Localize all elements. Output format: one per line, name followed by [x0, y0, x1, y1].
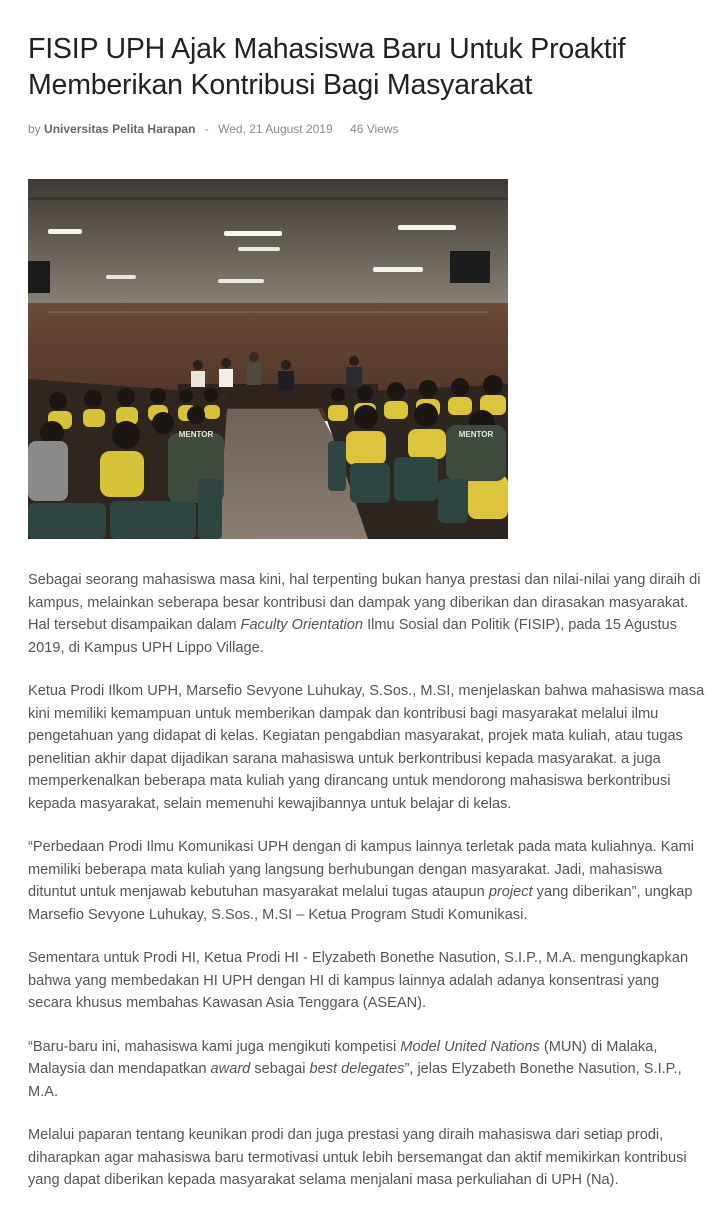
paragraph-3: “Perbedaan Prodi Ilmu Komunikasi UPH dengan di kampus lainnya terletak pada mata kuliahnya. Kami memiliki beberapa mata kuliah yang langsung berhubungan dengan masyarakat. Jadi, mahasiswa dituntut untuk menjawab kebutuhan masyarakat melalui tugas ataupun project yang diberikan”, ungkap Marsefio Sevyone Luhukay, S.Sos., M.SI – Ketua Program Studi Komunikasi. [28, 839, 694, 923]
author-link[interactable]: Universitas Pelita Harapan [44, 122, 196, 136]
article-body [28, 569, 707, 1192]
mentor-shirt-left-text: MENTOR [178, 430, 214, 439]
meta-separator: - [204, 122, 209, 136]
paragraph-2: Ketua Prodi Ilkom UPH, Marsefio Sevyone Luhukay, S.Sos., M.SI, menjelaskan bahwa mahasiswa masa kini memiliki kemampuan untuk memberikan dampak dan kontribusi bagi masyarakat melalui ilmu pengetahuan yang didapat di kelas. Kegiatan pengabdian masyarakat, projek mata kuliah, atau tugas penelitian akhir dapat dijadikan sarana mahasiswa untuk berkontribusi kepada masyarakat. a juga memperkenalkan beberapa mata kuliah yang dirancang untuk mendorong mahasiswa berkontribusi kepada masyarakat, selain memenuhi kewajibannya untuk belajar di kelas. [28, 683, 705, 812]
article-photo [28, 179, 508, 539]
paragraph-1: Sebagai seorang mahasiswa masa kini, hal terpenting bukan hanya prestasi dan nilai-nilai yang diraih di kampus, melainkan seberapa besar kontribusi dan dampak yang diberikan dan dirasakan masyarakat. Hal tersebut disampaikan dalam Faculty Orientation Ilmu Sosial dan Politik (FISIP), pada 15 Agustus 2019, di Kampus UPH Lippo Village. [28, 572, 701, 656]
publish-date: Wed, 21 August 2019 [218, 122, 333, 136]
paragraph-4: Sementara untuk Prodi HI, Ketua Prodi HI - Elyzabeth Bonethe Nasution, S.I.P., M.A. mengungkapkan bahwa yang membedakan HI UPH dengan HI di kampus lainnya adalah adanya konsentrasi yang secara khusus membahas Kawasan Asia Tenggara (ASEAN). [28, 950, 689, 1011]
article-meta [28, 121, 707, 137]
by-label: by [28, 122, 41, 136]
article-title: FISIP UPH Ajak Mahasiswa Baru Untuk Proaktif Memberikan Kontribusi Bagi Masyarakat [28, 33, 626, 101]
paragraph-6: Melalui paparan tentang keunikan prodi dan juga prestasi yang diraih mahasiswa dari setiap prodi, diharapkan agar mahasiswa baru termotivasi untuk lebih bersemangat dan aktif memikirkan kontribusi yang dapat diberikan kepada masyarakat selama menjalani masa perkuliahan di UPH (Na). [28, 1127, 687, 1188]
mentor-shirt-right-text: MENTOR [458, 430, 494, 439]
view-count: 46 Views [350, 122, 399, 136]
paragraph-5: “Baru-baru ini, mahasiswa kami juga mengikuti kompetisi Model United Nations (MUN) di Malaka, Malaysia dan mendapatkan award sebagai best delegates”, jelas Elyzabeth Bonethe Nasution, S.I.P., M.A. [28, 1038, 682, 1100]
